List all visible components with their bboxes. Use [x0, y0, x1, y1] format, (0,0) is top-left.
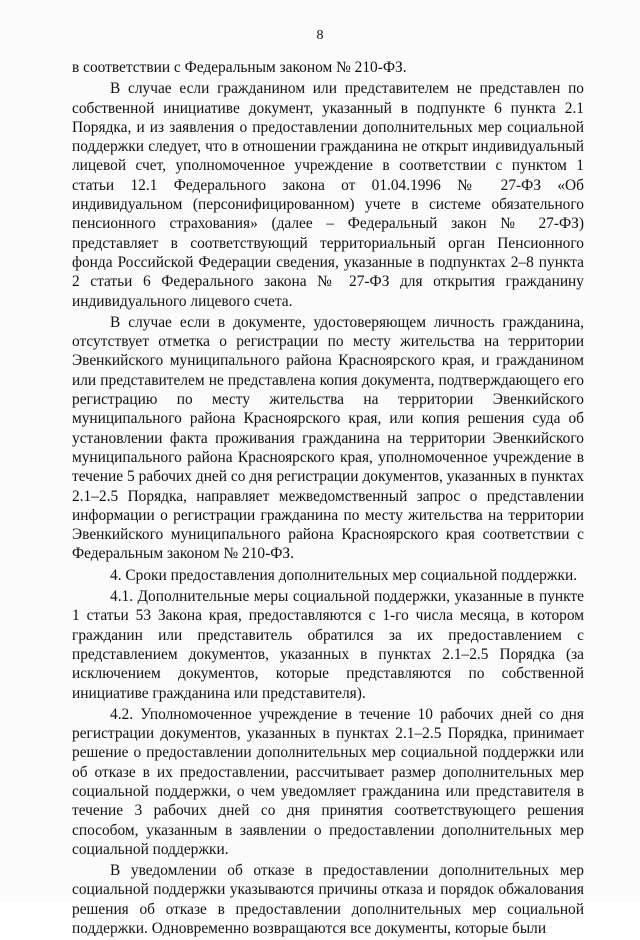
paragraph-refusal-notice: В уведомлении об отказе в предоставлении дополнительных мер социальной поддержки указываются причины отказа и порядок обжалования решения об отказе в предоставлении дополнительных мер социальной поддержки. Одновременно возвращаются все документы, которые были	[72, 862, 584, 938]
paragraph-residence-registration: В случае если в документе, удостоверяющем личность гражданина, отсутствует отметка о регистрации по месту жительства на территории Эвенкийского муниципального района Красноярского края, и гражданином или представителем не представлена копия документа, подтверждающего его регистрацию по месту жительства на территории Эвенкийского муниципального района Красноярского края, или копия решения суда об установлении факта проживания гражданина на территории Эвенкийского муниципального района Красноярского края, уполномоченное учреждение в течение 5 рабочих дней со дня регистрации документов, указанных в пунктах 2.1–2.5 Порядка, направляет межведомственный запрос о представлении информации о регистрации гражданина по месту жительства на территории Эвенкийского муниципального района Красноярского края соответствии с Федеральным законом № 210-ФЗ.	[72, 313, 584, 563]
page-number: 8	[316, 28, 324, 43]
paragraph-4-2: 4.2. Уполномоченное учреждение в течение 10 рабочих дней со дня регистрации документов, указанных в пунктах 2.1–2.5 Порядка, принимает решение о предоставлении дополнительных мер социальной поддержки или об отказе в их предоставлении, рассчитывает размер дополнительных мер социальной поддержки, о чем уведомляет гражданина или представителя в течение 3 рабочих дней со дня принятия соответствующего решения способом, указанным в заявлении о предоставлении дополнительных мер социальной поддержки.	[72, 705, 584, 858]
paragraph-4-1: 4.1. Дополнительные меры социальной поддержки, указанные в пункте 1 статьи 53 Закона края, предоставляются с 1-го числа месяца, в котором гражданин или представитель обратился за их предоставлением с представлением документов, указанных в пунктах 2.1–2.5 Порядка (за исключением документов, которые представляются по собственной инициативе гражданина или представителя).	[72, 588, 584, 702]
paragraph-continuation: в соответствии с Федеральным законом № 210-ФЗ.	[72, 59, 407, 76]
paragraph-personal-account: В случае если гражданином или представителем не представлен по собственной инициативе документ, указанный в подпункте 6 пункта 2.1 Порядка, и из заявления о предоставлении дополнительных мер социальной поддержки следует, что в отношении гражданина не открыт индивидуальный лицевой счет, уполномоченное учреждение в соответствии с пунктом 1 статьи 12.1 Федерального закона от 01.04.1996 № 27-ФЗ «Об индивидуальном (персонифицированном) учете в системе обязательного пенсионного страхования» (далее – Федеральный закон № 27-ФЗ) представляет в соответствующий территориальный орган Пенсионного фонда Российской Федерации сведения, указанные в подпунктах 2–8 пункта 2 статьи 6 Федерального закона № 27-ФЗ для открытия гражданину индивидуального лицевого счета.	[72, 80, 584, 310]
section-heading-4: 4. Сроки предоставления дополнительных мер социальной поддержки.	[110, 566, 578, 584]
document-body	[72, 58, 584, 940]
